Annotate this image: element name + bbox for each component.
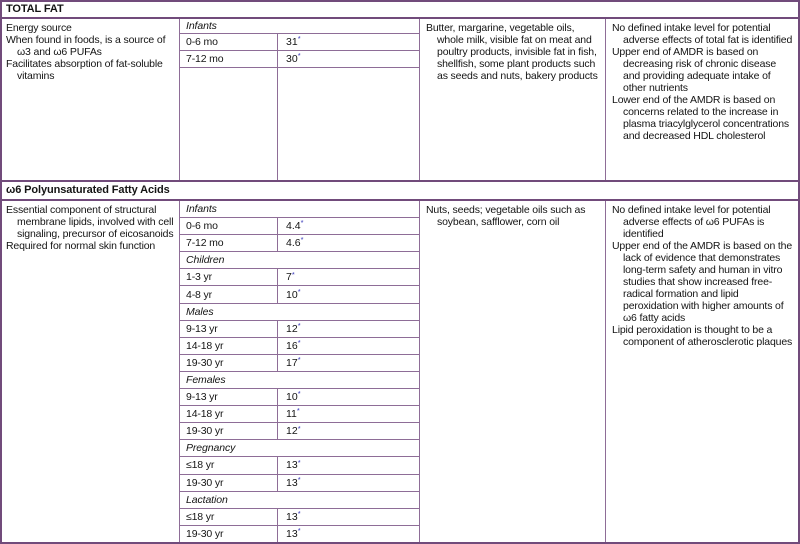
stats-value-row — [180, 475, 419, 492]
food-sources-column — [420, 201, 605, 542]
age-label: 19-30 yr — [180, 475, 278, 491]
intake-value: 17 * — [286, 355, 301, 369]
stats-group-row — [180, 440, 419, 457]
stats-value-row — [180, 406, 419, 423]
stats-value-row — [180, 526, 419, 542]
footnote-asterisk: * — [297, 474, 301, 484]
section-body-total-fat — [2, 19, 798, 180]
age-label: ≤18 yr — [180, 509, 278, 525]
stats-value-row — [180, 269, 419, 286]
intake-value: 30 * — [286, 51, 301, 65]
age-label: 7-12 mo — [180, 51, 278, 67]
group-label: Males — [186, 305, 214, 318]
stats-value-row — [180, 457, 419, 474]
age-label: 9-13 yr — [180, 389, 278, 405]
stats-group-row — [180, 252, 419, 269]
food-sources-text: Butter, margarine, vegetable oils, whole milk, visible fat on meat and poultry products, invisible fat in fish, shellfish, some plant products such as seeds and nuts, bakery products — [426, 22, 598, 82]
intake-value: 11 * — [286, 406, 300, 421]
stats-group-row — [180, 492, 419, 509]
function-item: Required for normal skin function — [6, 240, 156, 252]
group-label: Females — [186, 373, 226, 386]
stats-value-row — [180, 389, 419, 406]
stats-value-row — [180, 509, 419, 526]
intake-stats-table — [179, 201, 420, 542]
age-label: 14-18 yr — [180, 406, 278, 422]
age-label: 19-30 yr — [180, 423, 278, 439]
intake-value: 10 * — [286, 389, 301, 404]
section-title-total-fat: TOTAL FAT — [2, 2, 798, 19]
stats-value-row — [180, 321, 419, 338]
footnote-asterisk: * — [297, 389, 301, 399]
footnote-asterisk: * — [297, 526, 301, 536]
intake-value: 7 * — [286, 269, 295, 284]
footnote-asterisk: * — [297, 423, 301, 433]
intake-value: 13 * — [286, 474, 301, 489]
age-label: 19-30 yr — [180, 526, 278, 542]
stats-group-row — [180, 19, 419, 34]
adverse-effect-item: Lipid peroxidation is thought to be a component of atherosclerotic plaques — [612, 324, 793, 348]
intake-stats-table — [179, 19, 420, 180]
stats-group-row — [180, 372, 419, 389]
adverse-effect-item: No defined intake level for potential adverse effects of total fat is identified — [612, 22, 793, 46]
food-sources-text: Nuts, seeds; vegetable oils such as soybean, safflower, corn oil — [426, 204, 586, 228]
functions-column — [2, 201, 179, 542]
group-label: Infants — [186, 203, 217, 216]
stats-value-row — [180, 423, 419, 440]
function-item: When found in foods, is a source of ω3 and ω6 PUFAs — [6, 34, 166, 58]
age-label: 14-18 yr — [180, 338, 278, 354]
adverse-effects-column — [605, 19, 798, 180]
age-label: 0-6 mo — [180, 34, 278, 50]
intake-value: 31 * — [286, 34, 301, 48]
stats-empty-area — [180, 68, 419, 180]
intake-value: 13 * — [286, 508, 301, 523]
footnote-asterisk: * — [297, 338, 301, 348]
stats-value-row — [180, 34, 419, 51]
footnote-asterisk: * — [297, 457, 301, 467]
age-label: 19-30 yr — [180, 355, 278, 371]
age-label: ≤18 yr — [180, 457, 278, 473]
function-item: Energy source — [6, 22, 72, 34]
adverse-effect-item: Lower end of the AMDR is based on concerns related to the increase in plasma triacylglycerol concentrations and decreased HDL cholesterol — [612, 94, 790, 142]
intake-value: 12 * — [286, 320, 301, 335]
intake-value: 16 * — [286, 338, 301, 352]
age-label: 1-3 yr — [180, 269, 278, 285]
adverse-effect-item: Upper end of AMDR is based on decreasing risk of chronic disease and providing adequate intake of other nutrients — [612, 46, 777, 94]
stats-value-row — [180, 235, 419, 252]
stats-value-row — [180, 338, 419, 355]
age-label: 7-12 mo — [180, 235, 278, 251]
group-label: Pregnancy — [186, 442, 236, 455]
footnote-asterisk: * — [297, 51, 301, 61]
age-label: 0-6 mo — [180, 218, 278, 234]
footnote-asterisk: * — [291, 269, 295, 279]
intake-value: 13 * — [286, 526, 301, 540]
footnote-asterisk: * — [297, 355, 301, 365]
stats-value-row — [180, 218, 419, 235]
stats-group-row — [180, 304, 419, 321]
footnote-asterisk: * — [297, 286, 301, 296]
age-label: 4-8 yr — [180, 286, 278, 302]
intake-value: 4.6 * — [286, 235, 304, 250]
functions-column — [2, 19, 179, 180]
footnote-asterisk: * — [296, 406, 300, 416]
age-label: 9-13 yr — [180, 321, 278, 337]
footnote-asterisk: * — [297, 508, 301, 518]
section-body-omega6-pufa — [2, 201, 798, 542]
intake-value: 13 * — [286, 457, 301, 472]
adverse-effect-item: No defined intake level for potential adverse effects of ω6 PUFAs is identified — [612, 204, 771, 240]
adverse-effects-column — [605, 201, 798, 542]
group-label: Infants — [186, 20, 217, 32]
stats-value-row — [180, 286, 419, 303]
food-sources-column — [420, 19, 605, 180]
intake-value: 4.4 * — [286, 218, 304, 233]
stats-value-row — [180, 355, 419, 372]
group-label: Children — [186, 254, 225, 267]
group-label: Lactation — [186, 493, 228, 506]
intake-value: 12 * — [286, 423, 301, 438]
intake-value: 10 * — [286, 286, 301, 301]
function-item: Essential component of structural membrane lipids, involved with cell signaling, precursor of eicosanoids — [6, 204, 174, 240]
footnote-asterisk: * — [300, 218, 304, 228]
footnote-asterisk: * — [297, 320, 301, 330]
stats-group-row — [180, 201, 419, 218]
footnote-asterisk: * — [300, 235, 304, 245]
function-item: Facilitates absorption of fat-soluble vitamins — [6, 58, 163, 82]
footnote-asterisk: * — [297, 34, 301, 44]
stats-value-row — [180, 51, 419, 68]
section-title-omega6-pufa: ω6 Polyunsaturated Fatty Acids — [2, 180, 798, 201]
adverse-effect-item: Upper end of the AMDR is based on the lack of evidence that demonstrates long-term safety and human in vitro studies that show increased free-radical formation and lipid peroxidation with higher amounts of ω6 fatty acids — [612, 240, 793, 324]
